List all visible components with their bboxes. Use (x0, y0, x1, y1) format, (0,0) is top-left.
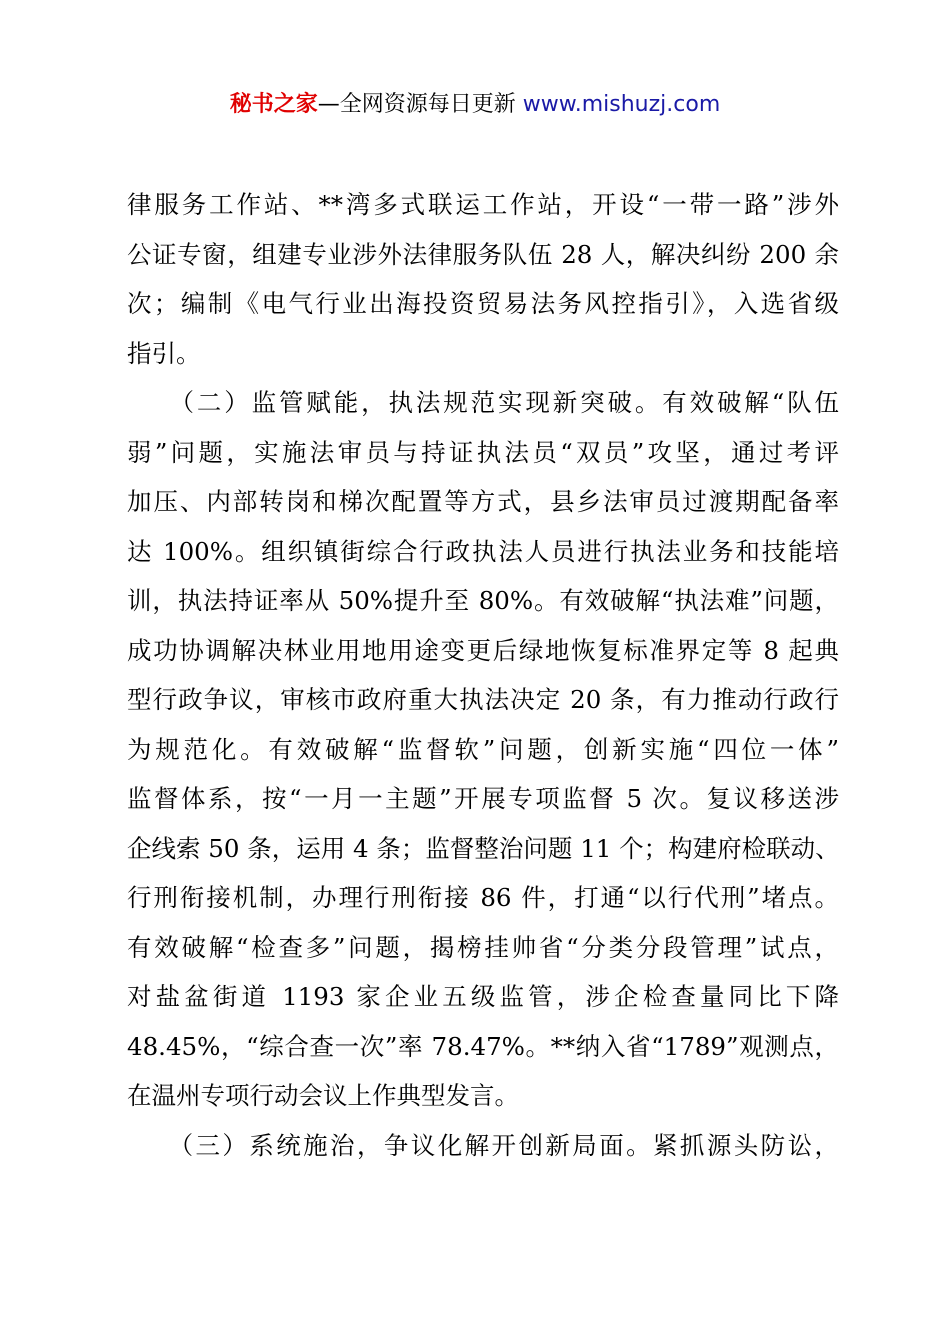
document-body (127, 180, 839, 1170)
text-line: （二）监管赋能，执法规范实现新突破。有效破解“队伍 (127, 388, 839, 417)
text-line: 公证专窗，组建专业涉外法律服务队伍 28 人，解决纠纷 200 余 (127, 239, 839, 269)
text-line: 律服务工作站、**湾多式联运工作站，开设“一带一路”涉外 (127, 190, 839, 219)
text-line: 型行政争议，审核市政府重大执法决定 20 条，有力推动行政行 (127, 685, 839, 714)
text-line: 次；编制《电气行业出海投资贸易法务风控指引》，入选省级 (127, 289, 839, 318)
text-line: 企线索 50 条，运用 4 条；监督整治问题 11 个；构建府检联动、 (127, 833, 840, 863)
page-header (0, 88, 950, 122)
text-line: 弱”问题，实施法审员与持证执法员“双员”攻坚，通过考评 (127, 437, 839, 467)
text-line: 对盐盆街道 1193 家企业五级监管，涉企检查量同比下降 (127, 982, 839, 1011)
text-line: （三）系统施治，争议化解开创新局面。紧抓源头防讼， (127, 1130, 839, 1160)
brand-name: 秘书之家 (229, 92, 318, 117)
text-line: 监督体系，按“一月一主题”开展专项监督 5 次。复议移送涉 (127, 784, 839, 813)
text-line: 达 100%。组织镇街综合行政执法人员进行执法业务和技能培 (127, 536, 839, 566)
header-slogan: —全网资源每日更新 (317, 92, 516, 117)
text-line: 加压、内部转岗和梯次配置等方式，县乡法审员过渡期配备率 (127, 487, 839, 516)
text-line: 训，执法持证率从 50%提升至 80%。有效破解“执法难”问题， (127, 586, 839, 615)
text-line: 指引。 (127, 338, 201, 368)
text-line: 有效破解“检查多”问题，揭榜挂帅省“分类分段管理”试点， (127, 932, 839, 962)
text-line: 48.45%，“综合查一次”率 78.47%。**纳入省“1789”观测点， (127, 1031, 839, 1061)
text-line: 行刑衔接机制，办理行刑衔接 86 件，打通“以行代刑”堵点。 (127, 883, 839, 912)
site-url-link[interactable]: www.mishuzj.com (522, 92, 721, 117)
text-line: 成功协调解决林业用地用途变更后绿地恢复标准界定等 8 起典 (127, 635, 839, 665)
text-line: 在温州专项行动会议上作典型发言。 (127, 1081, 519, 1110)
text-line: 为规范化。有效破解“监督软”问题，创新实施“四位一体” (127, 734, 839, 764)
